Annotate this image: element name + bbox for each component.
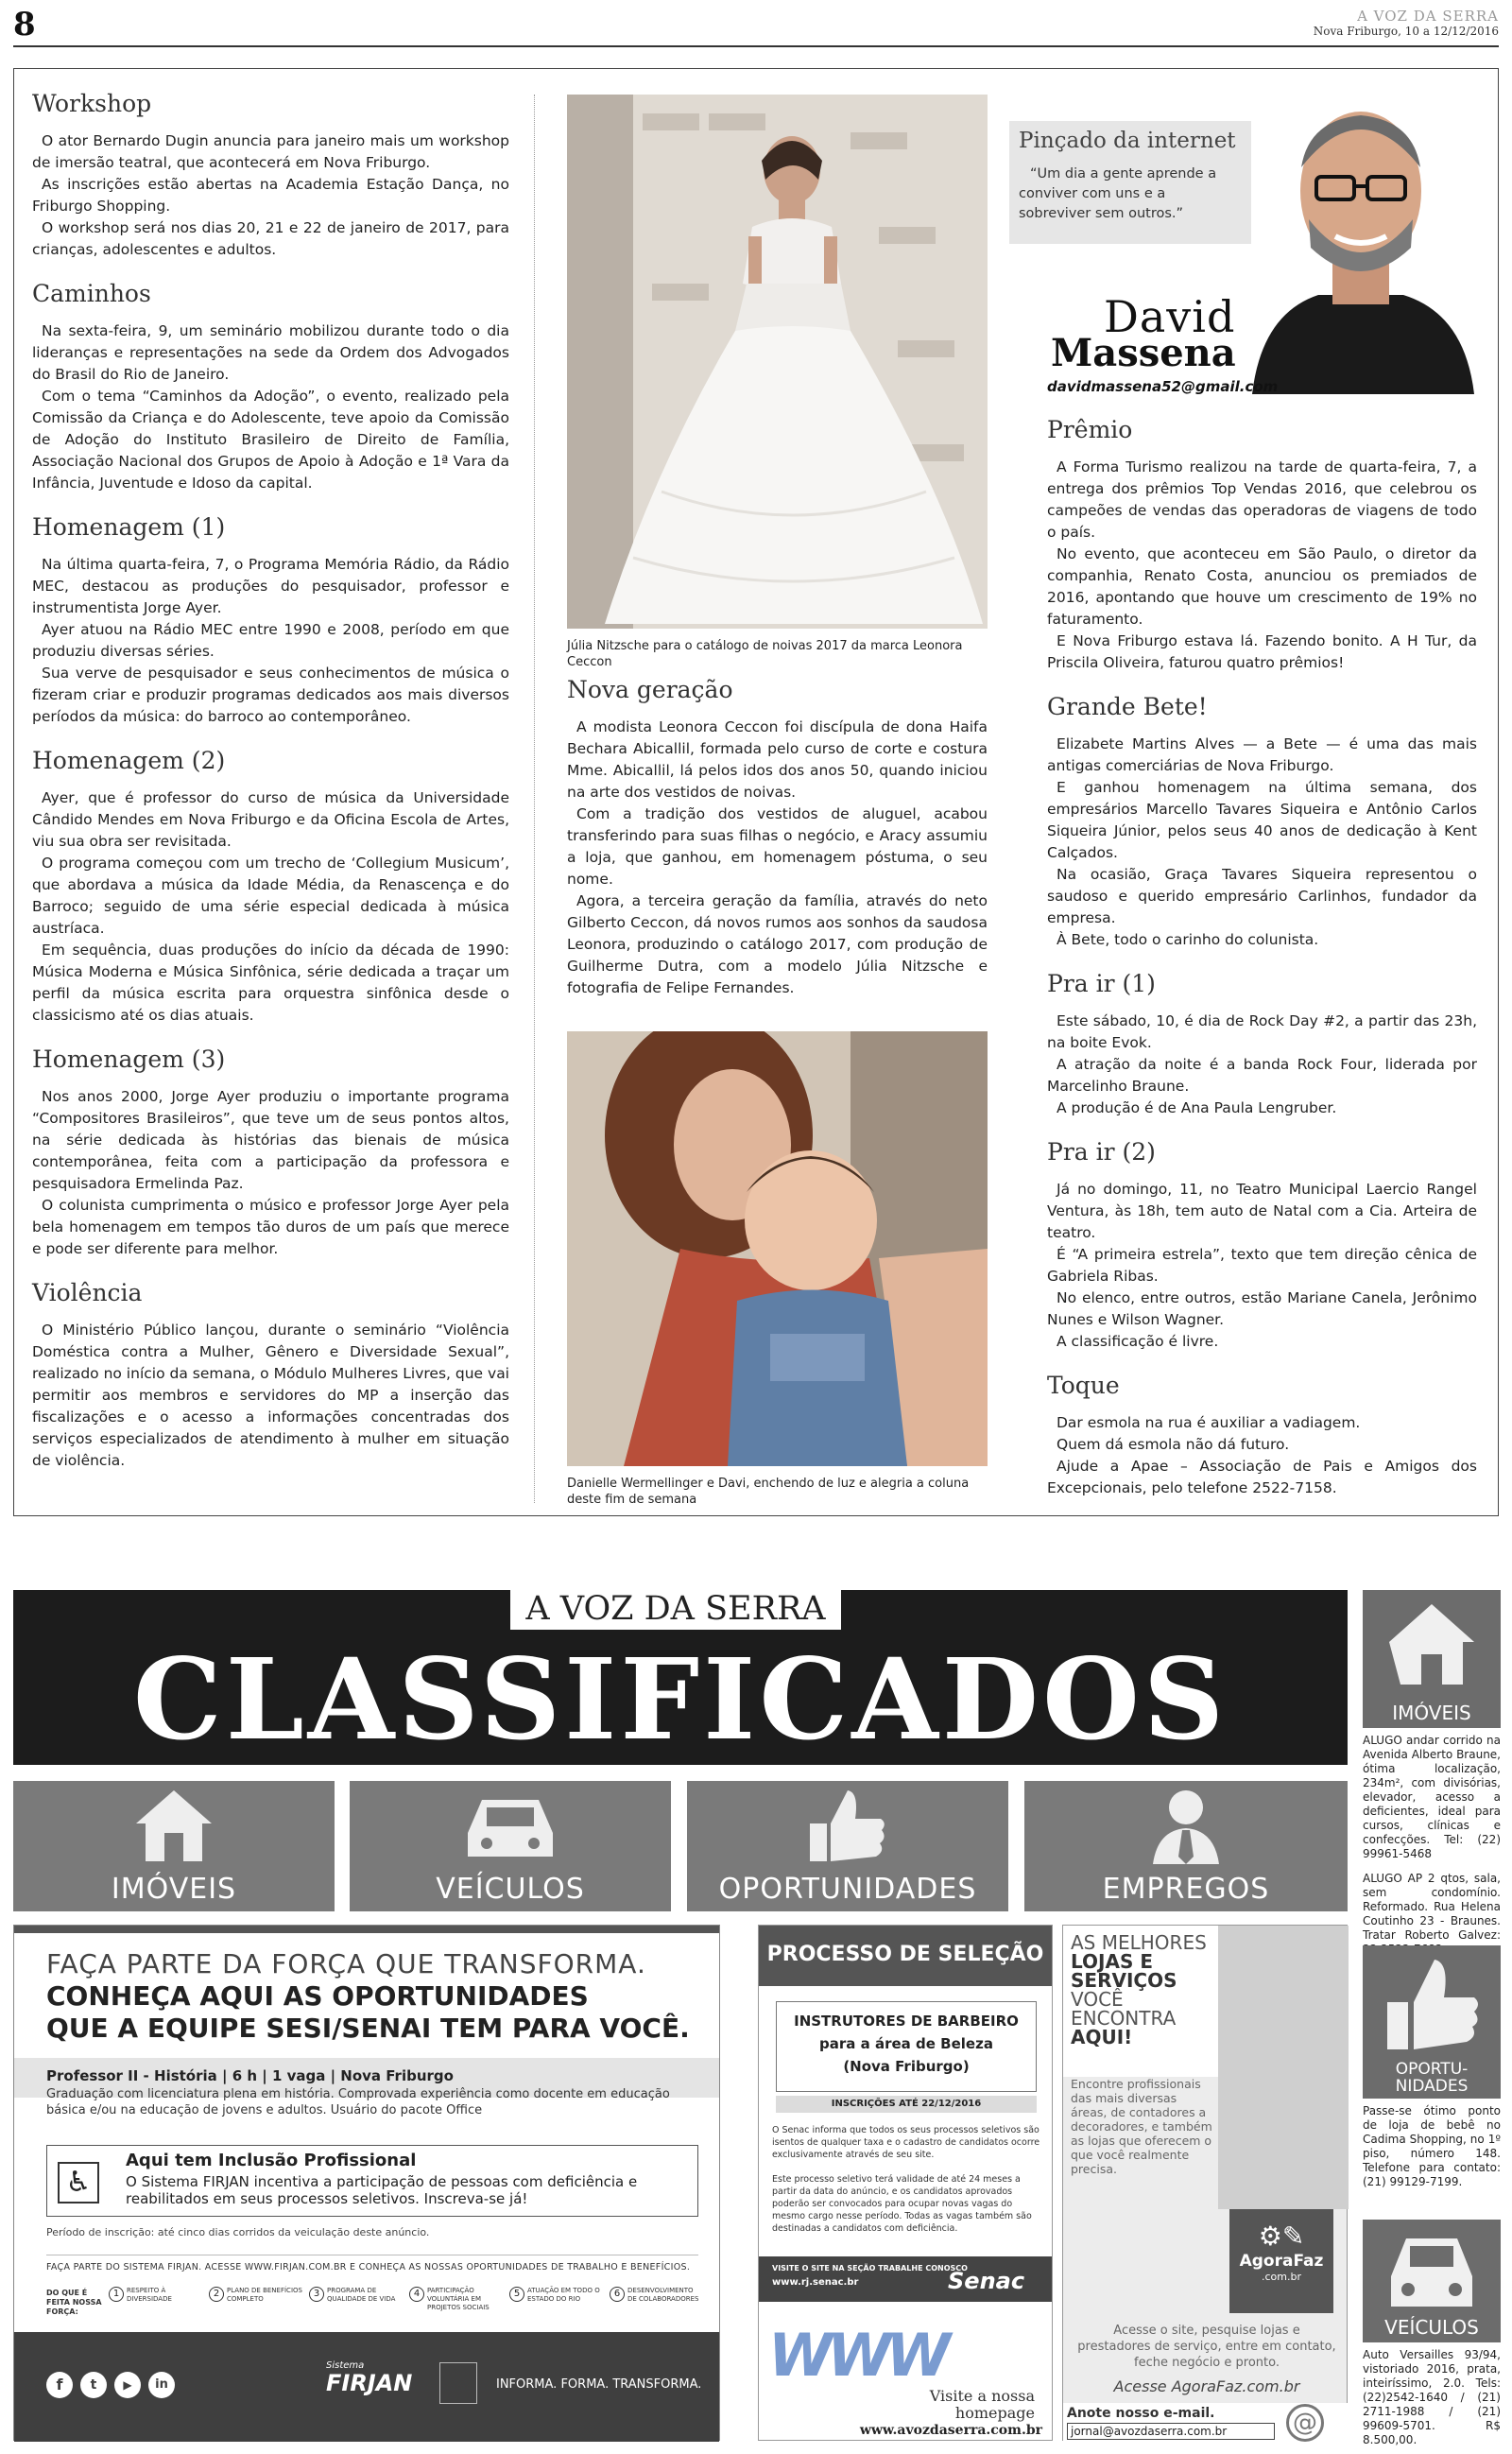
- paragraph: O programa começou com um trecho de ‘Collegium Musicum’, que abordava a música da Idade Média, da Renascença e do Barroco; seguido de uma série especial dedicada à música austríaca.: [32, 855, 509, 937]
- value-label: DESENVOLVIMENTO DE COLABORADORES: [627, 2287, 699, 2303]
- senac-site[interactable]: www.rj.senac.br: [772, 2277, 859, 2288]
- section-title: Pra ir (2): [1047, 1138, 1156, 1166]
- columnist-email[interactable]: davidmassena52@gmail.com: [1047, 378, 1279, 395]
- section-title: Violência: [32, 1279, 143, 1306]
- agorafaz-ad: [1062, 1925, 1348, 2441]
- category-label: EMPREGOS: [1102, 1873, 1270, 1906]
- email-note: Anote nosso e-mail.: [1067, 2406, 1215, 2421]
- paragraph: Ayer atuou na Rádio MEC entre 1990 e 2008, período em que produziu diversas séries.: [32, 621, 509, 660]
- classifieds-title: CLASSIFICADOS: [132, 1633, 1228, 1765]
- firjan-tagline: INFORMA. FORMA. TRANSFORMA.: [496, 2377, 702, 2392]
- contact-email[interactable]: jornal@avozdaserra.com.br: [1067, 2423, 1275, 2440]
- page-number: 8: [13, 6, 36, 43]
- paragraph: À Bete, todo o carinho do colunista.: [1057, 931, 1319, 948]
- paragraph: E Nova Friburgo estava lá. Fazendo bonito. A H Tur, da Priscila Oliveira, faturou quatro prêmios!: [1047, 632, 1477, 671]
- paragraph: No evento, que aconteceu em São Paulo, o diretor da companhia, Renato Costa, anunciou os premiados de 2016, apontando que houve um crescimento de 19% no faturamento.: [1047, 545, 1477, 628]
- firjan-value: [309, 2287, 404, 2312]
- paragraph: As inscrições estão abertas na Academia Estação Dança, no Friburgo Shopping.: [32, 176, 509, 215]
- homepage-url[interactable]: www.avozdaserra.com.br: [859, 2423, 1042, 2438]
- column-right: [1047, 416, 1477, 1499]
- section-title: Homenagem (1): [32, 513, 226, 541]
- social-icons: [46, 2372, 175, 2398]
- senac-deadline: INSCRIÇÕES ATÉ 22/12/2016: [776, 2096, 1037, 2113]
- paragraph: No elenco, entre outros, estão Mariane Canela, Jerônimo Nunes e Wilson Wagner.: [1047, 1289, 1477, 1328]
- firjan-brand-small: Sistema: [326, 2360, 365, 2371]
- linkedin-icon[interactable]: in: [148, 2372, 175, 2398]
- edition-date: Nova Friburgo, 10 a 12/12/2016: [1313, 25, 1499, 38]
- senac-brand: Senac: [948, 2268, 1025, 2294]
- mother-child-photo: [567, 1031, 988, 1466]
- category-empregos[interactable]: [1024, 1781, 1348, 1911]
- firjan-headline-2: CONHEÇA AQUI AS OPORTUNIDADES: [46, 1980, 589, 2012]
- firjan-headline-3: QUE A EQUIPE SESI/SENAI TEM PARA VOCÊ.: [46, 2013, 690, 2044]
- bride-photo-caption: Júlia Nitzsche para o catálogo de noivas 2017 da marca Leonora Ceccon: [567, 639, 963, 669]
- senac-ad: [758, 1925, 1053, 2441]
- value-number-badge: 2: [209, 2287, 224, 2302]
- firjan-headline-1: FAÇA PARTE DA FORÇA QUE TRANSFORMA.: [46, 1948, 646, 1979]
- value-label: PLANO DE BENEFÍCIOS COMPLETO: [227, 2287, 302, 2303]
- agorafaz-logo: ⚙✎ AgoraFaz .com.br: [1229, 2209, 1333, 2313]
- side-label: IMÓVEIS: [1392, 1702, 1471, 1724]
- paragraph: Ayer, que é professor do curso de música da Universidade Cândido Mendes em Nova Friburgo e da Oficina Escola de Artes, viu sua obra ser revisitada.: [32, 789, 509, 850]
- homepage-line-1: Visite a nossa: [929, 2387, 1035, 2405]
- value-label: PROGRAMA DE QUALIDADE DE VIDA: [327, 2287, 396, 2303]
- paragraph: O colunista cumprimenta o músico e professor Jorge Ayer pela bela homenagem em tempos tão duros de um país que merece e pode ser diferente para melhor.: [32, 1197, 509, 1257]
- section-title: Grande Bete!: [1047, 693, 1208, 720]
- senac-text-2: Este processo seletivo terá validade de até 24 meses a partir da data do anúncio, e os candidatos aprovados poderão ser convocados para ocupar novas vagas do mesmo cargo nesse período. Todas as vagas também são destinadas a candidatos com deficiência.: [772, 2174, 1032, 2234]
- section-title: Nova geração: [567, 676, 733, 703]
- paragraph: A atração da noite é a banda Rock Four, liderada por Marcelinho Braune.: [1047, 1056, 1477, 1095]
- senac-visit: VISITE O SITE NA SEÇÃO TRABALHE CONOSCO: [772, 2264, 968, 2273]
- value-number-badge: 5: [509, 2287, 524, 2302]
- paragraph: O workshop será nos dias 20, 21 e 22 de janeiro de 2017, para crianças, adolescentes e adultos.: [32, 219, 509, 258]
- paragraph: Em sequência, duas produções do início da década de 1990: Música Moderna e Música Sinfônica, série dedicada a traçar um perfil da música escrita para orquestra sinfônica desde o classicismo até os dias atuais.: [32, 942, 509, 1024]
- column-left: [32, 90, 509, 1472]
- section-title: Pra ir (1): [1047, 970, 1156, 997]
- paragraph: Este sábado, 10, é dia de Rock Day #2, a partir das 23h, na boite Evok.: [1047, 1012, 1477, 1051]
- value-label: PARTICIPAÇÃO VOLUNTÁRIA EM PROJETOS SOCIAIS: [427, 2287, 490, 2311]
- value-label: ATUAÇÃO EM TODO O ESTADO DO RIO: [527, 2287, 600, 2303]
- paragraph: E ganhou homenagem na última semana, dos empresários Marcello Tavares Siqueira e Antônio Carlos Siqueira Júnior, pelos seus 40 anos de dedicação à Kent Calçados.: [1047, 779, 1477, 861]
- job-title: Professor II - História | 6 h | 1 vaga | Nova Friburgo: [46, 2067, 454, 2084]
- section-body: [567, 717, 988, 999]
- paragraph: Com o tema “Caminhos da Adoção”, o evento, realizado pela Comissão da Criança e do Adolescente, teve apoio da Comissão de Adoção do Instituto Brasileiro de Direito de Família, Associação Nacional dos Grupos de Apoio à Adoção e 1ª Vara da Infância, Juventude e Idoso da capital.: [32, 388, 509, 492]
- paper-name: A VOZ DA SERRA: [1357, 8, 1499, 25]
- header-rule: [13, 45, 1499, 47]
- paragraph: Dar esmola na rua é auxiliar a vadiagem.: [1057, 1414, 1361, 1431]
- firjan-ad: [13, 1925, 720, 2441]
- agorafaz-headline: AS MELHORES LOJAS E SERVIÇOS VOCÊ ENCONTRA AQUI!: [1071, 1931, 1207, 2048]
- paragraph: Elizabete Martins Alves — a Bete — é uma das mais antigas comerciárias de Nova Friburgo.: [1047, 735, 1477, 774]
- senac-city: (Nova Friburgo): [843, 2058, 970, 2075]
- paragraph: Na última quarta-feira, 7, o Programa Memória Rádio, da Rádio MEC, destacou as produções do pesquisador, professor e instrumentista Jorge Ayer.: [32, 556, 509, 616]
- house-icon: [13, 1781, 335, 1866]
- youtube-icon[interactable]: ▶: [114, 2372, 141, 2398]
- firjan-value: [610, 2287, 704, 2312]
- side-category-oportunidades[interactable]: [1363, 1945, 1501, 2099]
- value-label: RESPEITO À DIVERSIDADE: [127, 2287, 172, 2303]
- tools-icon: ⚙✎: [1258, 2221, 1305, 2252]
- section-title: Homenagem (3): [32, 1046, 226, 1073]
- paragraph: Nos anos 2000, Jorge Ayer produziu o importante programa “Compositores Brasileiros”, que teve um de seus pontos altos, na série dedicada às histórias das bienais de música contemporânea, feita com a participação da professora e pesquisadora Ermelinda Paz.: [32, 1088, 509, 1192]
- thumbs-up-icon: [687, 1781, 1008, 1866]
- section-title: Prêmio: [1047, 416, 1133, 443]
- classified-ad: ALUGO AP 2 qtos, sala, sem condomínio. Reformado. Rua Helena Coutinho 23 - Braunes. Tratar Roberto Galvez:: [1363, 1872, 1501, 1942]
- firjan-value: [509, 2287, 604, 2312]
- category-veiculos[interactable]: [350, 1781, 671, 1911]
- classified-ad: Auto Versailles 93/94, vistoriado 2016, prata, inteiríssimo, 2.0. Tels: (22)2542-1640 / (21) 2711-1988 / (21) 99609-5701. R$ 8.500,00.: [1363, 2348, 1501, 2446]
- firjan-footer-line: FAÇA PARTE DO SISTEMA FIRJAN. ACESSE WWW.FIRJAN.COM.BR E CONHEÇA AS NOSSAS OPORTUNIDADES DE TRABALHO E BENEFÍCIOS.: [46, 2262, 691, 2273]
- column-divider: [534, 95, 535, 1503]
- at-sign-icon: @: [1286, 2404, 1324, 2442]
- paragraph: Agora, a terceira geração da família, através do neto Gilberto Ceccon, dá novos rumos aos sonhos da saudosa Leonora, produzindo o catálogo 2017, com produção de Guilherme Dutra, com a modelo Júlia Nitzsche e fotografia de Felipe Fernandes.: [567, 892, 988, 996]
- paragraph: É “A primeira estrela”, texto que tem direção cênica de Gabriela Ribas.: [1047, 1246, 1477, 1285]
- www-graphic: WWW: [768, 2321, 946, 2390]
- paragraph: A modista Leonora Ceccon foi discípula de dona Haifa Bechara Abicallil, formada pelo curso de corte e costura Mme. Abicallil, lá pelos idos dos anos 50, quando iniciou na arte dos vestidos de noivas.: [567, 718, 988, 801]
- worker-photo: [1218, 1926, 1349, 2209]
- firjan-value: [209, 2287, 303, 2312]
- category-label: OPORTUNIDADES: [718, 1873, 977, 1906]
- job-description: Graduação com licenciatura plena em história. Comprovada experiência como docente em educação básica e/ou na educação de jovens e adultos. Usuário do pacote Office: [46, 2087, 670, 2117]
- firjan-values: [109, 2287, 713, 2312]
- value-number-badge: 3: [309, 2287, 324, 2302]
- side-label: OPORTU-NIDADES: [1395, 2060, 1469, 2096]
- section-title: Toque: [1047, 1372, 1120, 1399]
- inclusion-title: Aqui tem Inclusão Profissional: [126, 2151, 417, 2170]
- value-number-badge: 4: [409, 2287, 424, 2302]
- value-number-badge: 6: [610, 2287, 625, 2302]
- side-category-veiculos[interactable]: [1363, 2220, 1501, 2342]
- forca-label: DO QUE É FEITA NOSSA FORÇA:: [46, 2289, 102, 2316]
- paragraph: Quem dá esmola não dá futuro.: [1057, 1436, 1290, 1453]
- section-title: Homenagem (2): [32, 747, 226, 774]
- classified-ad: ALUGO andar corrido na Avenida Alberto Braune, ótima localização, 234m², com divisórias, elevador, acesso a deficientes, ideal para cursos, clínicas e confecções. Tel: (22) 99961-5468: [1363, 1734, 1501, 1860]
- classified-ad: Passe-se ótimo ponto de loja de bebê no Cadima Shopping, no 1º piso, número 148. Telefone para contato: (21) 99129-7199.: [1363, 2104, 1501, 2188]
- paragraph: A Forma Turismo realizou na tarde de quarta-feira, 7, a entrega dos prêmios Top Vendas 2016, que celebrou os campeões de vendas das operadoras de viagens de todo o país.: [1047, 458, 1477, 541]
- paragraph: Na ocasião, Graça Tavares Siqueira representou o saudoso e querido empresário Carlinhos, fundador da empresa.: [1047, 866, 1477, 926]
- paragraph: Na sexta-feira, 9, um seminário mobilizou durante todo o dia lideranças e representações na sede da Ordem dos Advogados do Brasil do Rio de Janeiro.: [32, 322, 509, 383]
- value-number-badge: 1: [109, 2287, 124, 2302]
- agorafaz-access[interactable]: Acesse AgoraFaz.com.br: [1113, 2377, 1300, 2395]
- bride-photo: [567, 95, 988, 629]
- paragraph: O ator Bernardo Dugin anuncia para janeiro mais um workshop de imersão teatral, que acontecerá em Nova Friburgo.: [32, 132, 509, 171]
- firjan-value: [409, 2287, 504, 2312]
- inscription-period: Período de inscrição: até cinco dias corridos da veiculação deste anúncio.: [46, 2226, 430, 2238]
- car-icon: [1363, 2220, 1501, 2314]
- twitter-icon[interactable]: t: [80, 2372, 107, 2398]
- senac-text-1: O Senac informa que todos os seus processos seletivos são isentos de qualquer taxa e o cadastro de candidatos ocorre exclusivamente através de seu site.: [772, 2125, 1040, 2160]
- category-label: IMÓVEIS: [111, 1873, 237, 1906]
- columnist-portrait: [1243, 78, 1479, 394]
- car-icon: [350, 1781, 671, 1866]
- category-oportunidades[interactable]: [687, 1781, 1008, 1911]
- category-label: VEÍCULOS: [436, 1873, 585, 1906]
- paragraph: Sua verve de pesquisador e seus conhecimentos de música o fizeram criar e produzir programas dedicados aos mais diversos períodos da música: do barroco ao contemporâneo.: [32, 665, 509, 725]
- columnist-first-name: David: [1104, 291, 1236, 342]
- section-title: Caminhos: [32, 280, 151, 307]
- firjan-brand: FIRJAN: [326, 2370, 413, 2396]
- paragraph: Ajude a Apae – Associação de Pais e Amigos dos Excepcionais, pelo telefone 2522-7158.: [1047, 1458, 1477, 1496]
- homepage-line-2: homepage: [954, 2404, 1035, 2422]
- thumbs-up-icon: [1363, 1945, 1501, 2059]
- side-label: VEÍCULOS: [1384, 2316, 1479, 2339]
- paragraph: A classificação é livre.: [1057, 1333, 1219, 1350]
- paragraph: Já no domingo, 11, no Teatro Municipal Laercio Rangel Ventura, às 18h, tem auto de Natal com a Cia. Arteira de teatro.: [1047, 1181, 1477, 1241]
- agorafaz-body: Encontre profissionais das mais diversas áreas, de contadores a decoradores, e também as lojas que oferecem o que você realmente precisa.: [1071, 2077, 1212, 2176]
- paragraph: A produção é de Ana Paula Lengruber.: [1057, 1099, 1337, 1116]
- mother-child-caption: Danielle Wermellinger e Davi, enchendo de luz e alegria a coluna deste fim de semana: [567, 1477, 970, 1507]
- quote-text: “Um dia a gente aprende a conviver com uns e a sobreviver sem outros.”: [1019, 166, 1217, 221]
- quote-box: [1009, 121, 1251, 244]
- section-title: Workshop: [32, 90, 152, 117]
- paragraph: Com a tradição dos vestidos de aluguel, acabou transferindo para suas filhas o negócio, e Aracy assumiu a loja, que ganhou, em homenagem póstuma, o seu nome.: [567, 805, 988, 888]
- businessman-icon: [1025, 1781, 1347, 1866]
- columnist-last-name: Massena: [1051, 331, 1236, 375]
- senac-position: INSTRUTORES DE BARBEIRO: [794, 2013, 1019, 2030]
- classifieds-paper-name: A VOZ DA SERRA: [510, 1588, 841, 1630]
- paragraph: O Ministério Público lançou, durante o seminário “Violência Doméstica contra a Mulher, Gênero e Diversidade Sexual”, realizado no início da semana, o Módulo Mulheres Livres, que vai permitir aos membros e servidores do MP a inserção das fiscalizações e o acesso a informações concentradas dos serviços especializados de atendimento à mulher em situação de violência.: [32, 1322, 509, 1469]
- side-category-imoveis[interactable]: [1363, 1590, 1501, 1728]
- quote-title: Pinçado da internet: [1019, 129, 1236, 153]
- wheelchair-icon: ♿: [58, 2162, 99, 2203]
- category-imoveis[interactable]: [13, 1781, 335, 1911]
- senac-area: para a área de Beleza: [819, 2035, 993, 2052]
- firjan-value: [109, 2287, 203, 2312]
- column-center: [567, 95, 988, 1513]
- agorafaz-body-2: Acesse o site, pesquise lojas e prestadores de serviço, entre em contato, feche negócio e pronto.: [1077, 2324, 1336, 2370]
- house-icon: [1363, 1590, 1501, 1694]
- partner-logos: [439, 2362, 477, 2404]
- senac-title: PROCESSO DE SELEÇÃO: [766, 1943, 1044, 1966]
- facebook-icon[interactable]: f: [46, 2372, 73, 2398]
- inclusion-text: O Sistema FIRJAN incentiva a participação de pessoas com deficiência e reabilitados em seus processos seletivos. Inscreva-se já!: [126, 2173, 638, 2207]
